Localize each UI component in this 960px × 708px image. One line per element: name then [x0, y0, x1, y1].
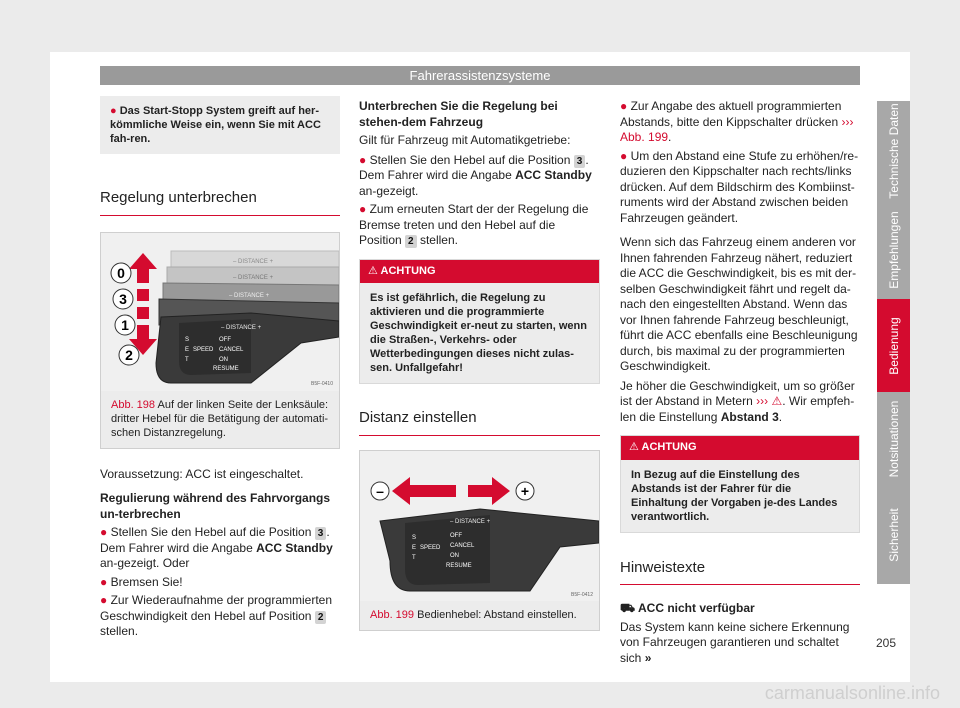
- tab-technische-daten[interactable]: Technische Daten: [877, 101, 910, 200]
- figure-199-caption: [360, 601, 599, 630]
- lever-resume: RESUME: [446, 562, 472, 569]
- column-1: [100, 96, 340, 640]
- label-2: 2: [125, 346, 133, 363]
- heading-rule: [100, 215, 340, 216]
- section-heading-distanz: [359, 410, 600, 436]
- lever-off: OFF: [219, 336, 231, 343]
- tab-empfehlungen[interactable]: Empfehlungen: [877, 200, 910, 299]
- bullet-icon: ●: [110, 105, 117, 117]
- bullet-item: ● Stellen Sie den Hebel auf die Position 3 . Dem Fahrer wird die Angabe ACC Standby an-gezeigt. Oder: [100, 525, 333, 570]
- minus-label: –: [376, 482, 384, 499]
- figure-198-caption: [101, 391, 339, 448]
- bullet-item: ● Um den Abstand eine Stufe zu erhöhen/re-duzieren den Kippschalter nach rechts/links drücken. Auf dem Bildschirm des Kombiinst-ruments wird der Abstand zwischen beiden Fahrzeugen geändert.: [620, 148, 859, 225]
- label-1: 1: [121, 316, 129, 333]
- bullet-item: ● Zum erneuten Start der der Regelung die Bremse treten und den Hebel auf die Position 2 stellen.: [359, 202, 589, 247]
- section-heading-hinweistexte: [620, 560, 860, 586]
- warning-text: Es ist gefährlich, die Regelung zu aktivieren und die programmierte Geschwindigkeit er-neut zu starten, wenn die Straßen-, Verkehrs- oder Wetterbedingungen dieses nicht zulas-sen. Unfallgefahr!: [360, 283, 599, 383]
- figure-code: B5F-0410: [311, 380, 333, 387]
- bullet-item: ● Bremsen Sie!: [100, 574, 183, 589]
- heading-rule: [620, 584, 860, 585]
- paragraph-abstand: Je höher die Geschwindigkeit, um so größer ist der Abstand in Metern ››› ⚠. Wir empfeh-len die Einstellung Abstand 3.: [620, 378, 855, 424]
- tab-notsituationen[interactable]: Notsituationen: [877, 392, 910, 486]
- column-2: [359, 99, 600, 631]
- bullet-icon: ●: [100, 525, 108, 539]
- acc-car-icon: ⛟: [620, 601, 636, 615]
- bullet-item: ● Zur Wiederaufnahme der programmierten Geschwindigkeit den Hebel auf Position 2 stellen.: [100, 593, 333, 638]
- tab-sicherheit[interactable]: Sicherheit: [877, 486, 910, 584]
- tab-bedienung[interactable]: Bedienung: [877, 299, 910, 392]
- bullet-item: ● Zur Angabe des aktuell programmierten Abstands, bitte den Kippschalter drücken ››› Abb. 199.: [620, 99, 854, 144]
- position-3-badge: 3: [315, 527, 327, 540]
- column-3: [620, 99, 860, 666]
- bullet-icon: ●: [620, 99, 628, 113]
- ghost-distance-1: – DISTANCE +: [233, 258, 274, 265]
- warning-header: ⚠ ACHTUNG: [621, 436, 859, 460]
- bullet-icon: ●: [359, 202, 367, 216]
- ghost-distance-2: – DISTANCE +: [233, 274, 274, 281]
- lever-resume: RESUME: [213, 365, 239, 372]
- bullet-item: ● Stellen Sie den Hebel auf die Position 3 . Dem Fahrer wird die Angabe ACC Standby an-gezeigt.: [359, 152, 592, 198]
- caption-number: Abb. 199: [370, 608, 415, 621]
- lever-speed: SPEED: [193, 346, 214, 353]
- plus-label: +: [520, 482, 530, 499]
- lever-distance: – DISTANCE +: [450, 518, 491, 525]
- distance-lever-illustration: [360, 451, 599, 601]
- figure-198: [100, 232, 340, 449]
- caption-number: Abb. 198: [111, 398, 156, 411]
- lever-speed: SPEED: [420, 544, 441, 551]
- bullet-icon: ●: [100, 574, 108, 589]
- warning-header: ⚠ ACHTUNG: [360, 260, 599, 284]
- heading-text: Regelung unterbrechen: [100, 189, 257, 206]
- position-2-badge: 2: [405, 235, 417, 248]
- lever-illustration: [101, 233, 339, 391]
- label-0: 0: [117, 264, 125, 281]
- heading-text: Hinweistexte: [620, 558, 706, 576]
- lever-cancel: CANCEL: [450, 542, 475, 549]
- subheading-regulierung: Regulierung während des Fahrvorgangs un-terbrechen: [100, 491, 331, 521]
- lever-t: T: [412, 554, 416, 561]
- warning-reference-link[interactable]: ›››: [756, 394, 769, 408]
- watermark: carmanualsonline.info: [764, 683, 940, 703]
- figure-199: [359, 450, 600, 631]
- warning-triangle-icon: ⚠: [771, 394, 783, 408]
- lever-distance: – DISTANCE +: [221, 324, 262, 331]
- lever-on: ON: [450, 552, 459, 559]
- page-number: 205: [876, 636, 897, 650]
- bullet-icon: ●: [359, 152, 367, 167]
- warning-triangle-icon: ⚠: [629, 441, 639, 453]
- label-3: 3: [119, 290, 127, 307]
- lever-on: ON: [219, 356, 228, 363]
- caption-text: Bedienhebel: Abstand einstellen.: [417, 608, 577, 621]
- lever-e: E: [185, 346, 190, 353]
- heading-rule: [359, 435, 600, 436]
- figure-reference-link[interactable]: ››› Abb. 199: [620, 114, 854, 144]
- subheading-stehend: Unterbrechen Sie die Regelung bei stehen-dem Fahrzeug: [359, 99, 558, 129]
- lever-s: S: [185, 336, 190, 343]
- warning-text: In Bezug auf die Einstellung des Abstands ist der Fahrer für die Einhaltung der Vorgaben je-des Landes verantwortlich.: [621, 460, 859, 532]
- position-2-badge: 2: [315, 611, 327, 624]
- page-header: Fahrerassistenzsysteme: [100, 66, 860, 85]
- lever-e: E: [412, 544, 417, 551]
- caption-text: Auf der linken Seite der Lenksäule: dritter Hebel für die Betätigung der automati-schen Distanzregelung.: [111, 398, 329, 439]
- section-heading-regelung: [100, 190, 340, 216]
- paragraph-erkennung: Das System kann keine sichere Erkennung von Fahrzeugen garantieren und schaltet sich »: [620, 619, 850, 665]
- note-text: Das Start-Stopp System greift auf her-kömmliche Weise ein, wenn Sie mit ACC fah-ren.: [110, 105, 321, 145]
- lever-s: S: [412, 534, 417, 541]
- warning-box: [620, 435, 860, 533]
- lever-t: T: [185, 356, 189, 363]
- figure-198-image: [101, 233, 339, 391]
- bullet-icon: ●: [620, 148, 628, 163]
- position-3-badge: 3: [574, 155, 586, 168]
- paragraph-voraussetzung: Voraussetzung: ACC ist eingeschaltet.: [100, 466, 304, 481]
- paragraph-annaeherung: Wenn sich das Fahrzeug einem anderen vor Ihnen fahrenden Fahrzeug nähert, reduziert die ACC die Geschwindigkeit, bis es mit der-selben Geschwindigkeit fährt und regelt da-nach den eingestellten Abstand. Wenn das vor Ihnen fahrende Fahrzeug beschleunigt, führt die ACC ebenfalls eine Beschleunigung durch, bis maximal zu der programmierten Geschwindigkeit.: [620, 235, 858, 373]
- heading-text: Distanz einstellen: [359, 409, 477, 426]
- subheading-acc-nicht-verfuegbar: ⛟ ACC nicht verfügbar: [620, 601, 755, 615]
- continue-arrow-icon: »: [644, 650, 652, 665]
- bullet-icon: ●: [100, 593, 108, 607]
- lever-off: OFF: [450, 532, 462, 539]
- warning-box: [359, 259, 600, 385]
- warning-triangle-icon: ⚠: [368, 264, 378, 277]
- note-box: [100, 96, 340, 154]
- figure-199-image: [360, 451, 599, 601]
- lever-cancel: CANCEL: [219, 346, 244, 353]
- figure-code: B5F-0412: [571, 591, 593, 598]
- ghost-distance-3: – DISTANCE +: [229, 292, 270, 299]
- paragraph-automatik: Gilt für Fahrzeug mit Automatikgetriebe:: [359, 133, 571, 147]
